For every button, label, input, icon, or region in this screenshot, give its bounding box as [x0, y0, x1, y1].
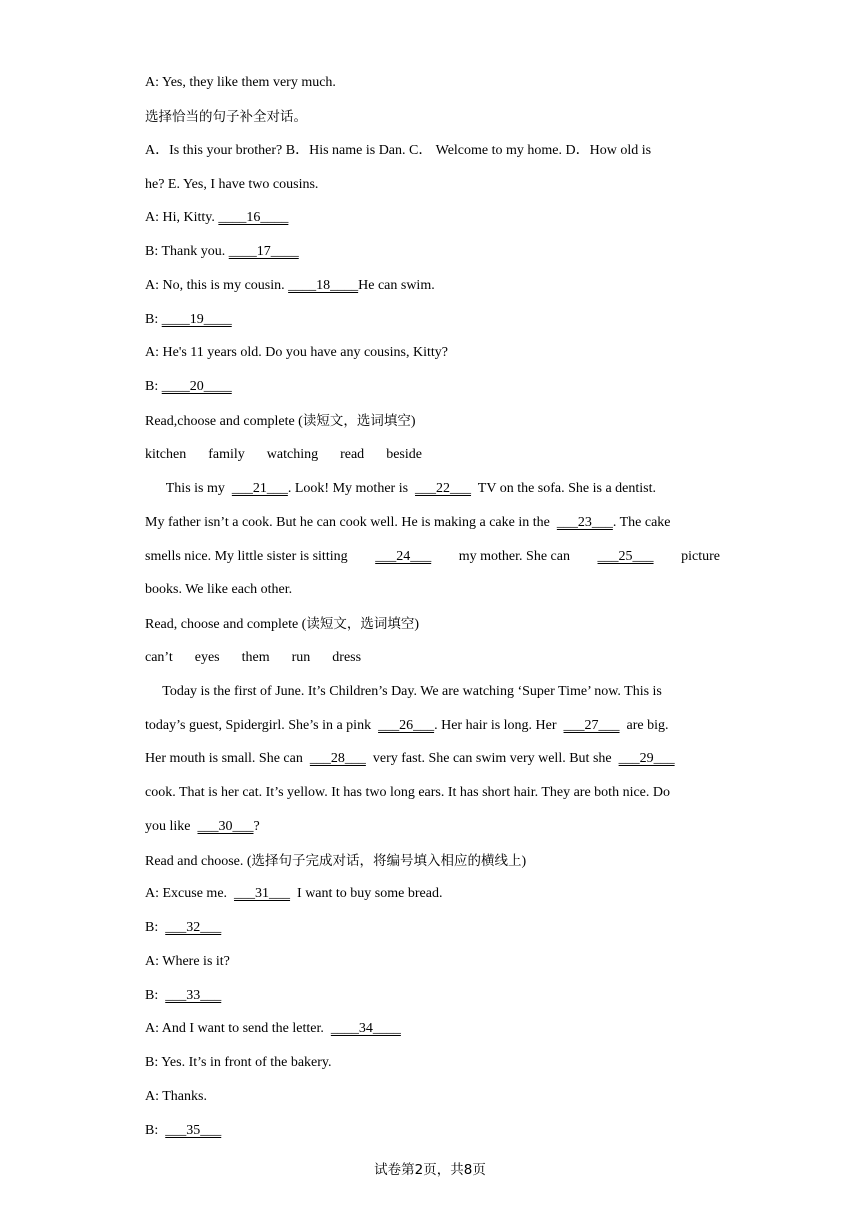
answer-blank-19[interactable]: ____19____ [161, 312, 232, 327]
page-footer: 试卷第2页，共8页 [374, 1162, 486, 1178]
word-bank-item: beside [386, 447, 422, 462]
word-bank [145, 445, 720, 465]
dialogue-line: A: No, this is my cousin. ____18____He can swim. [145, 276, 720, 296]
dialogue-line: B: Thank you. ____17____ [145, 242, 720, 262]
answer-blank-31[interactable]: ___31___ [234, 886, 291, 901]
answer-blank-21[interactable]: ___21___ [231, 481, 288, 496]
answer-blank-22[interactable]: ___22___ [415, 481, 472, 496]
passage-line: Her mouth is small. She can ___28___ very fast. She can swim very well. But she ___29___ [145, 749, 720, 769]
dialogue-line: A: And I want to send the letter. ____34____ [145, 1019, 720, 1039]
options-line: he? E. Yes, I have two cousins. [145, 177, 319, 192]
answer-blank-24[interactable]: ___24___ [375, 549, 432, 564]
word-bank [145, 648, 720, 668]
section-instruction: Read and choose. (选择句子完成对话，将编号填入相应的横线上) [145, 853, 527, 869]
word-bank-item: run [291, 650, 311, 665]
dialogue-line: A: He's 11 years old. Do you have any cousins, Kitty? [145, 345, 448, 360]
word-bank-item: read [340, 447, 365, 462]
answer-blank-17[interactable]: ____17____ [228, 244, 299, 259]
dialogue-line: A: Yes, they like them very much. [145, 75, 336, 90]
passage-line: smells nice. My little sister is sitting ___24___ my mother. She can ___25___ picture [145, 547, 720, 567]
options-line: A．Is this your brother? B．His name is Dan. C． Welcome to my home. D．How old is [145, 143, 652, 158]
word-bank-item: can’t [145, 650, 173, 665]
dialogue-line: B: ____19____ [145, 310, 720, 330]
passage-line: This is my ___21___. Look! My mother is ___22___ TV on the sofa. She is a dentist. [145, 479, 720, 499]
answer-blank-27[interactable]: ___27___ [563, 718, 620, 733]
answer-blank-35[interactable]: ___35___ [165, 1123, 222, 1138]
word-bank-item: family [208, 447, 245, 462]
passage-line: you like ___30___? [145, 817, 720, 837]
answer-blank-23[interactable]: ___23___ [556, 515, 613, 530]
dialogue-line: A: Thanks. [145, 1089, 207, 1104]
passage-line: Today is the first of June. It’s Children’s Day. We are watching ‘Super Time’ now. This is [145, 684, 662, 699]
answer-blank-28[interactable]: ___28___ [309, 751, 366, 766]
passage-line: today’s guest, Spidergirl. She’s in a pink ___26___. Her hair is long. Her ___27___ are big. [145, 716, 720, 736]
answer-blank-20[interactable]: ____20____ [161, 379, 232, 394]
answer-blank-16[interactable]: ____16____ [218, 210, 289, 225]
dialogue-line: A: Excuse me. ___31___ I want to buy some bread. [145, 884, 720, 904]
answer-blank-18[interactable]: ____18____ [288, 278, 359, 293]
answer-blank-32[interactable]: ___32___ [165, 920, 222, 935]
section-instruction: Read,choose and complete (读短文，选词填空) [145, 413, 416, 429]
dialogue-line: B: ____20____ [145, 377, 720, 397]
answer-blank-26[interactable]: ___26___ [378, 718, 435, 733]
passage-line: cook. That is her cat. It’s yellow. It has two long ears. It has short hair. They are both nice. Do [145, 785, 670, 800]
answer-blank-29[interactable]: ___29___ [618, 751, 675, 766]
passage-line: books. We like each other. [145, 582, 293, 597]
section-instruction: Read, choose and complete (读短文，选词填空) [145, 616, 419, 632]
word-bank-item: kitchen [145, 447, 187, 462]
section-instruction: 选择恰当的句子补全对话。 [145, 109, 307, 125]
answer-blank-30[interactable]: ___30___ [197, 819, 254, 834]
word-bank-item: dress [332, 650, 362, 665]
answer-blank-34[interactable]: ____34____ [330, 1021, 401, 1036]
word-bank-item: eyes [194, 650, 220, 665]
word-bank-item: watching [266, 447, 319, 462]
answer-blank-33[interactable]: ___33___ [165, 988, 222, 1003]
passage-line: My father isn’t a cook. But he can cook well. He is making a cake in the ___23___. The cake [145, 513, 720, 533]
dialogue-line: B: ___32___ [145, 918, 720, 938]
dialogue-line: A: Hi, Kitty. ____16____ [145, 208, 720, 228]
answer-blank-25[interactable]: ___25___ [597, 549, 654, 564]
dialogue-line: B: ___33___ [145, 986, 720, 1006]
word-bank-item: them [241, 650, 270, 665]
dialogue-line: A: Where is it? [145, 954, 230, 969]
dialogue-line: B: ___35___ [145, 1121, 720, 1141]
dialogue-line: B: Yes. It’s in front of the bakery. [145, 1055, 332, 1070]
